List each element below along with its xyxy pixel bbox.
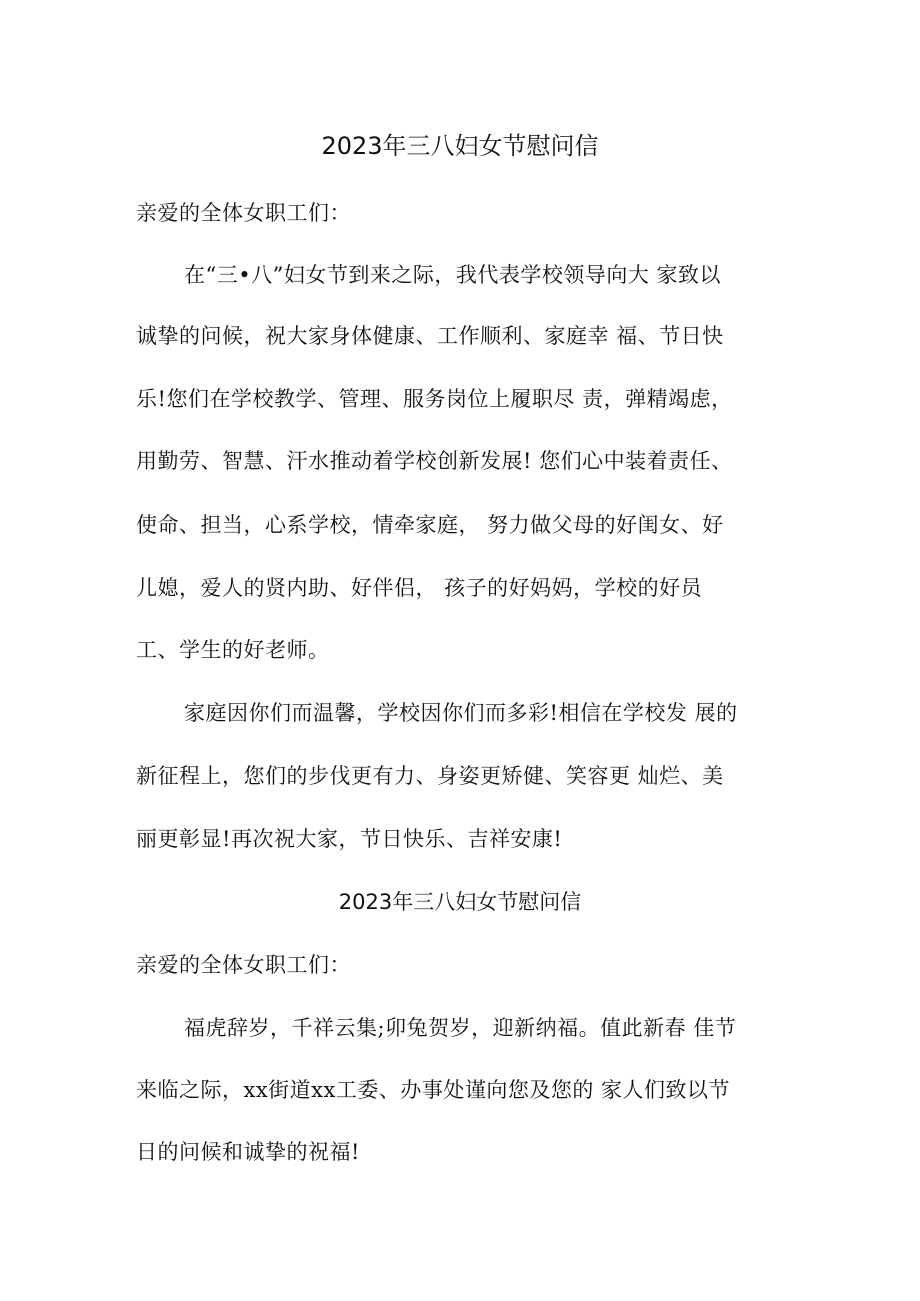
letter-2-line: 来临之际，xx街道xx工委、办事处谨向您及您的 家人们致以节 <box>136 1078 731 1102</box>
letter-1-line: 丽更彰显!再次祝大家，节日快乐、吉祥安康! <box>136 827 563 851</box>
letter-2-salutation: 亲爱的全体女职工们： <box>136 953 351 977</box>
letter-1-salutation: 亲爱的全体女职工们： <box>136 201 351 225</box>
letter-1-line: 家庭因你们而温馨，学校因你们而多彩!相信在学校发 展的 <box>184 701 738 725</box>
letter-1-line: 使命、担当，心系学校，情牵家庭， 努力做父母的好闺女、好 <box>136 513 724 537</box>
letter-1-line: 新征程上，您们的步伐更有力、身姿更矫健、笑容更 灿烂、美 <box>136 764 724 788</box>
letter-2-line: 日的问候和诚挚的祝福! <box>136 1140 360 1164</box>
letter-2-line: 福虎辞岁，千祥云集;卯兔贺岁，迎新纳福。值此新春 佳节 <box>184 1016 737 1040</box>
letter-2-title: 2023年三八妇女节慰问信 <box>338 890 582 914</box>
letter-1-line: 在“三•八”妇女节到来之际，我代表学校领导向大 家致以 <box>184 263 722 287</box>
letter-1-line: 乐!您们在学校教学、管理、服务岗位上履职尽 责，弹精竭虑， <box>136 387 733 411</box>
letter-1-title: 2023年三八妇女节慰问信 <box>321 132 599 160</box>
letter-1-line: 用勤劳、智慧、汗水推动着学校创新发展! 您们心中装着责任、 <box>136 449 733 473</box>
letter-1-line: 诚挚的问候，祝大家身体健康、工作顺利、家庭幸 福、节日快 <box>136 324 724 348</box>
letter-1-line: 儿媳，爱人的贤内助、好伴侣， 孩子的好妈妈，学校的好员 <box>136 576 703 600</box>
letter-1-line: 工、学生的好老师。 <box>136 638 330 662</box>
